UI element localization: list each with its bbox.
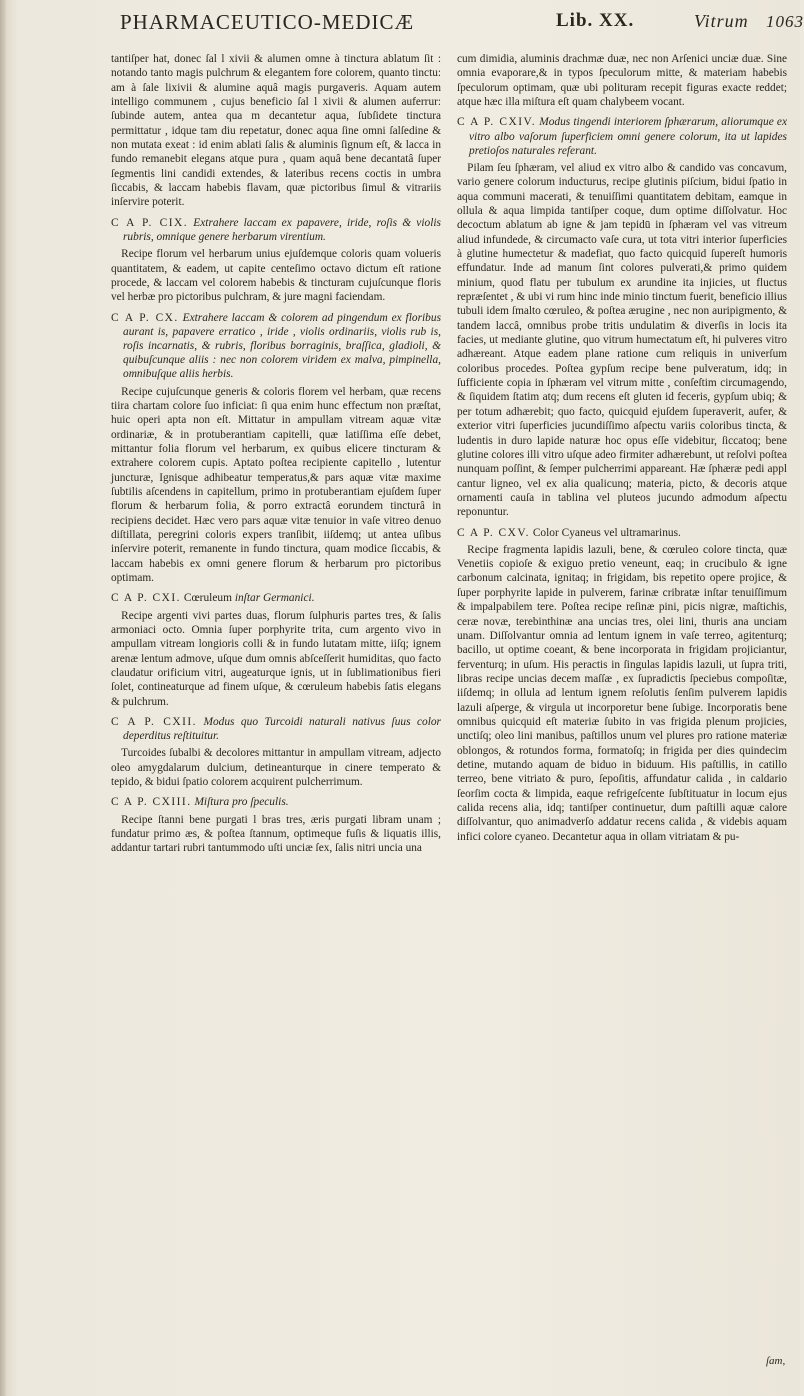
chapter-title: Modus quo Turcoidi naturali nativus ſuus color deperditus reſtituitur. [123, 716, 441, 743]
chapter-title: Extrahere laccam ex papavere, iride, roſis & violis rubris, omnique genere herbarum virentium. [123, 216, 441, 243]
chapter-heading [111, 311, 441, 382]
page-header [100, 4, 804, 44]
page-number: 1063 [766, 12, 804, 31]
paragraph: Pilam ſeu ſphæram, vel aliud ex vitro albo & candido vas concavum, vario genere colorum inducturus, recipe glutinis piſcium, bidui ſpatio in aqua communi macerati, & tenuiſſimi quantitatem debitam, eamque in ollula & aqua limpida tantiſper coque, dum optime diſſolvatur. Hoc decoctum ablatum ab igne & jam tepidū in ſphæram vel vas vitreum aliud infundede, & circumacto vaſe cura, ut tota vitri interior ſuperficies à glutine humectetur & madefiat, quo facto quicquid ſupereſt humoris effundatur. Inde ad manum ſint colores pulverati,& primo quidem minium, quod flatu per tubulum ex arundine ita injicies, ut fluctus repræſentet , & ubi vi rum hinc inde minio tinctum fuerit, beneficio illius tubuli idem ſmalto cœruleo, & poſtea ærugine , nec non auripigmento, & tandem laccâ, omnibus probe tritis undulatim & diverſis in locis ita facies, ut mediante glutine, quo vitrum humectatum eſt, hi pulveres vitro adhæreant. Atque eadem plane ratione cum reliquis in univerſum coloribus procedes. Poſtea gypſum recipe bene pulveratum, idq; in ſufficiente copia in ſphæram vel vitrum mitte , conſeſtim circumagendo, & ſiquidem ſtatim atq; dum recens eſt gluten id feceris, gypſum ubiq; & per totum adhærebit; quo facto, quicquid ejuſdem ſuperaverit, aufer, & exterior vitri ſuperficies jucundiſſimo aſpectu variis coloribus tincta, & ludentis in duro lapide naturæ hoc opus eſſe videbitur, ſiccatoq; bene glutine colores illi vitro uſque adeo firmiter adhærebunt, ut reſolvi poſtea nunquam poſſint, & ſemper pulcherrimi appareant. Hæ ſphæræ pedi appl cantur ligneo, vel ex alia qualicunq; materia, picto, & decoris atque ornamenti cauſa in tablina vel pluteos jucundo admodum aſpectu reponuntur. [457, 161, 787, 519]
paragraph: cum dimidia, aluminis drachmæ duæ, nec non Arſenici unciæ duæ. Sine omnia evaporare,& in typos ſpeculorum mitte, & materiam habebis ſpeculorum optimam, quæ ubi polituram recepit figuras exacte reddet; atque hæc illa miſtura eſt quam chalybeem vocant. [457, 53, 787, 109]
paragraph: tantiſper hat, donec ſal l xivii & alumen omne à tinctura ablatum ſit : notando tanto magis pulchrum & elegantem fore colorem, quanto tinctu: am à ſale lixivii & alumine aquâ magis purgaveris. Aquam autem intelligo communem , cujus beneficio ſal l xivii & alumen auferrur: ſubinde autem, antea qua m decantetur aqua, ſubſidete tinctura permittatur , idque tam diu repetatur, donec aqua ſine omni ſalſedine & non mutata exeat : id enim ablati ſalis & aluminis ſignum eſt, & lacca in fundo remanebit elegans atque pura , quam aquâ bene decantatâ ſuper ſegmentis lini candidi extendes, & lateribus recens coctis in umbra ſiccabis, & laccam habebis flavam, quæ pictoribus ſimul & vitrariis inſervire poterit. [111, 53, 441, 209]
page-gutter [0, 0, 6, 1396]
chapter-number: C A P. CX. [111, 311, 179, 324]
right-column [457, 52, 787, 847]
chapter-number: C A P. CXI. [111, 592, 181, 605]
chapter-heading [111, 591, 441, 605]
chapter-title: Miſtura pro ſpeculis. [194, 796, 289, 809]
chapter-number: C A P. CXIV. [457, 116, 537, 129]
left-column [111, 52, 441, 859]
paragraph: Turcoides ſubalbi & decolores mittantur in ampullam vitream, adjecto oleo amygdalarum dulcium, detineanturque in cinere temperato & tepido, & bidui ſpatio colorem acquirent pulcherrimum. [111, 747, 441, 789]
chapter-heading [111, 715, 441, 743]
paragraph: Recipe ſtanni bene purgati l bras tres, æris purgati libram unam ; fundatur primo æs, & poſtea ſtannum, optimeque fuſis & liquatis illis, addantur tartari rubri tantummodo uſti unciæ ſex, ſalis nitri uncia una [111, 813, 441, 855]
paragraph: Recipe florum vel herbarum unius ejuſdemque coloris quam volueris quantitatem, & eadem, ut capite centeſimo octavo dictum eſt ratione procede, & laccam vel colorem habebis & tincturam cujuſcunque floris vel herbæ pro pictoribus pulchram, & jure magni faciendam. [111, 248, 441, 304]
chapter-title: Modus tingendi interiorem ſphærarum, aliorumque ex vitro albo vaſorum ſuperficiem omni genere colorum, ita ut lapides pretioſos naturales referant. [469, 116, 787, 157]
running-title: PHARMACEUTICO-MEDICÆ [120, 10, 415, 34]
chapter-title-plain: Cœruleum [183, 592, 232, 605]
chapter-title: Extrahere laccam & colorem ad pingendum ex floribus aurant is, papavere erratico , iride , violis ordinariis, violis rub is, roſis incarnatis, & rubris, floribus borraginis, braſſica, gladioli, & quibuſcunque aliis : nec non colorem viridem ex malva, pimpinella, omnibuſque aliis herbis. [123, 311, 442, 381]
chapter-number: C A P. CXIII. [111, 796, 192, 809]
header-keyword: Vitrum [694, 11, 749, 31]
book-number: Lib. XX. [556, 10, 635, 31]
chapter-number: C A P. CXV. [457, 526, 530, 539]
chapter-number: C A P. CIX. [111, 216, 189, 229]
paragraph: Recipe argenti vivi partes duas, florum ſulphuris partes tres, & ſalis armoniaci octo. Omnia ſuper porphyrite trita, cum argento vivo in ampullam vitream longioris colli & in fundo lutatam mitte, iiſq; ignem arenæ lentum admove, uſque dum omnis abſceſſerit humiditas, quo facto claudatur orificium vitri, augeaturque ignis, ut in ſublimationibus fieri ſolet, contineaturque ad finem uſque, & cœruleum habebis ſatis elegans & pulchrum. [111, 609, 441, 708]
paragraph: Recipe cujuſcunque generis & coloris florem vel herbam, quæ recens tiira chartam colore ſuo inficiat: ſi qua enim hunc effectum non præſtat, huic operi apta non eſt. Mittatur in ampullam vitream aquæ vitæ ordinariæ, & in protuberantiam capitelli, quæ latiſſima eſſe debet, mittantur folia florum vel herbarum, ex quibus elicere tincturam & extrahere colorem cupis. Aptato poſtea recipiente capitello , lutentur juncturæ, Ignisque adhibeatur temperatus,& pars aquæ vitæ maxime ſubtilis aſcendens in capitellum, primo in protuberantiam ejuſdem ſuper florum & herbarum folia, & porro extractâ eorundem tincturâ in recipiens decidet. Hæc vero pars aquæ vitæ tenuior in vaſe vitreo denuo diſtillata, peregrini coloris expers tranſibit, iiſdemq; ut antea uſibus inſervire poterit, remanente in fundo tinctura, quam modice ſiccabis, & laccam habebis ex omni genere florum & herbarum pro pictoribus optimam. [111, 385, 441, 585]
chapter-number: C A P. CXII. [111, 716, 198, 728]
chapter-title-plain: Color Cyaneus vel ultramarinus. [532, 526, 681, 539]
chapter-heading [457, 526, 787, 540]
chapter-title: inſtar Germanici. [234, 592, 315, 605]
chapter-heading [111, 795, 441, 809]
chapter-heading [457, 115, 787, 158]
paragraph: Recipe fragmenta lapidis lazuli, bene, & cœruleo colore tincta, quæ Venetiis copioſe & exiguo pretio veneunt, eaq; in crucibulo & igne carbonum calcinata, ignitaq; in frigidam, bis repetito opere projice, & ſuper porphyrite lapide in pulverem, farinæ cribratæ inſtar tenuiſſimum & impalpabilem tere. Poſtea recipe reſinæ pini, picis nigræ, maſtichis, ceræ novæ, terebinthinæ ana uncias tres, olei lini, thuris ana unciam unam. Diſſolvantur omnia ad lentum ignem in vaſe terreo, agitenturq; bacillo, ut optime coeant, & bene incorporata in frigidam projiciantur, ferventurq; in uſum. His peractis in ſingulas lapidis lazuli, ut ſupra triti, libras recipe uncias decem maſſæ , ex ſupradictis ſpeciebus compoſitæ, iiſdemq; in ollula ad lentum ignem reſolutis ſenſim pulverem lapidis lazuli aſperge, & virgula ut incorporetur bene ſubige. Incorporatis bene omnibus quicquid eſt materiæ ſubito in vas frigida plenum projicies, unctiſq; oleo lini manibus, paſtillos unum vel plures pro ratione materiæ oblongos, & rotundos forma, formatoſq; in frigida per dies quindecim detine, mutando aquam de biduo in biduum. His paſtillis, in catillo terreo, bene vitriato & puro, ſepoſitis, affundatur calida , in caldario ſeorſim cocta & limpida, eaque refrigeſcente ſubſtituatur in locum ejus calida recens alia, idq; tantiſper continuetur, dum paſtilli aquæ calore diſſolvantur, quo animadverſo addatur recens calida , & videbis aquam infici colore cyaneo. Decantetur aqua in ollam vitriatam & pu- [457, 543, 787, 843]
chapter-heading [111, 216, 441, 244]
catchword: ſam, [766, 1355, 786, 1367]
